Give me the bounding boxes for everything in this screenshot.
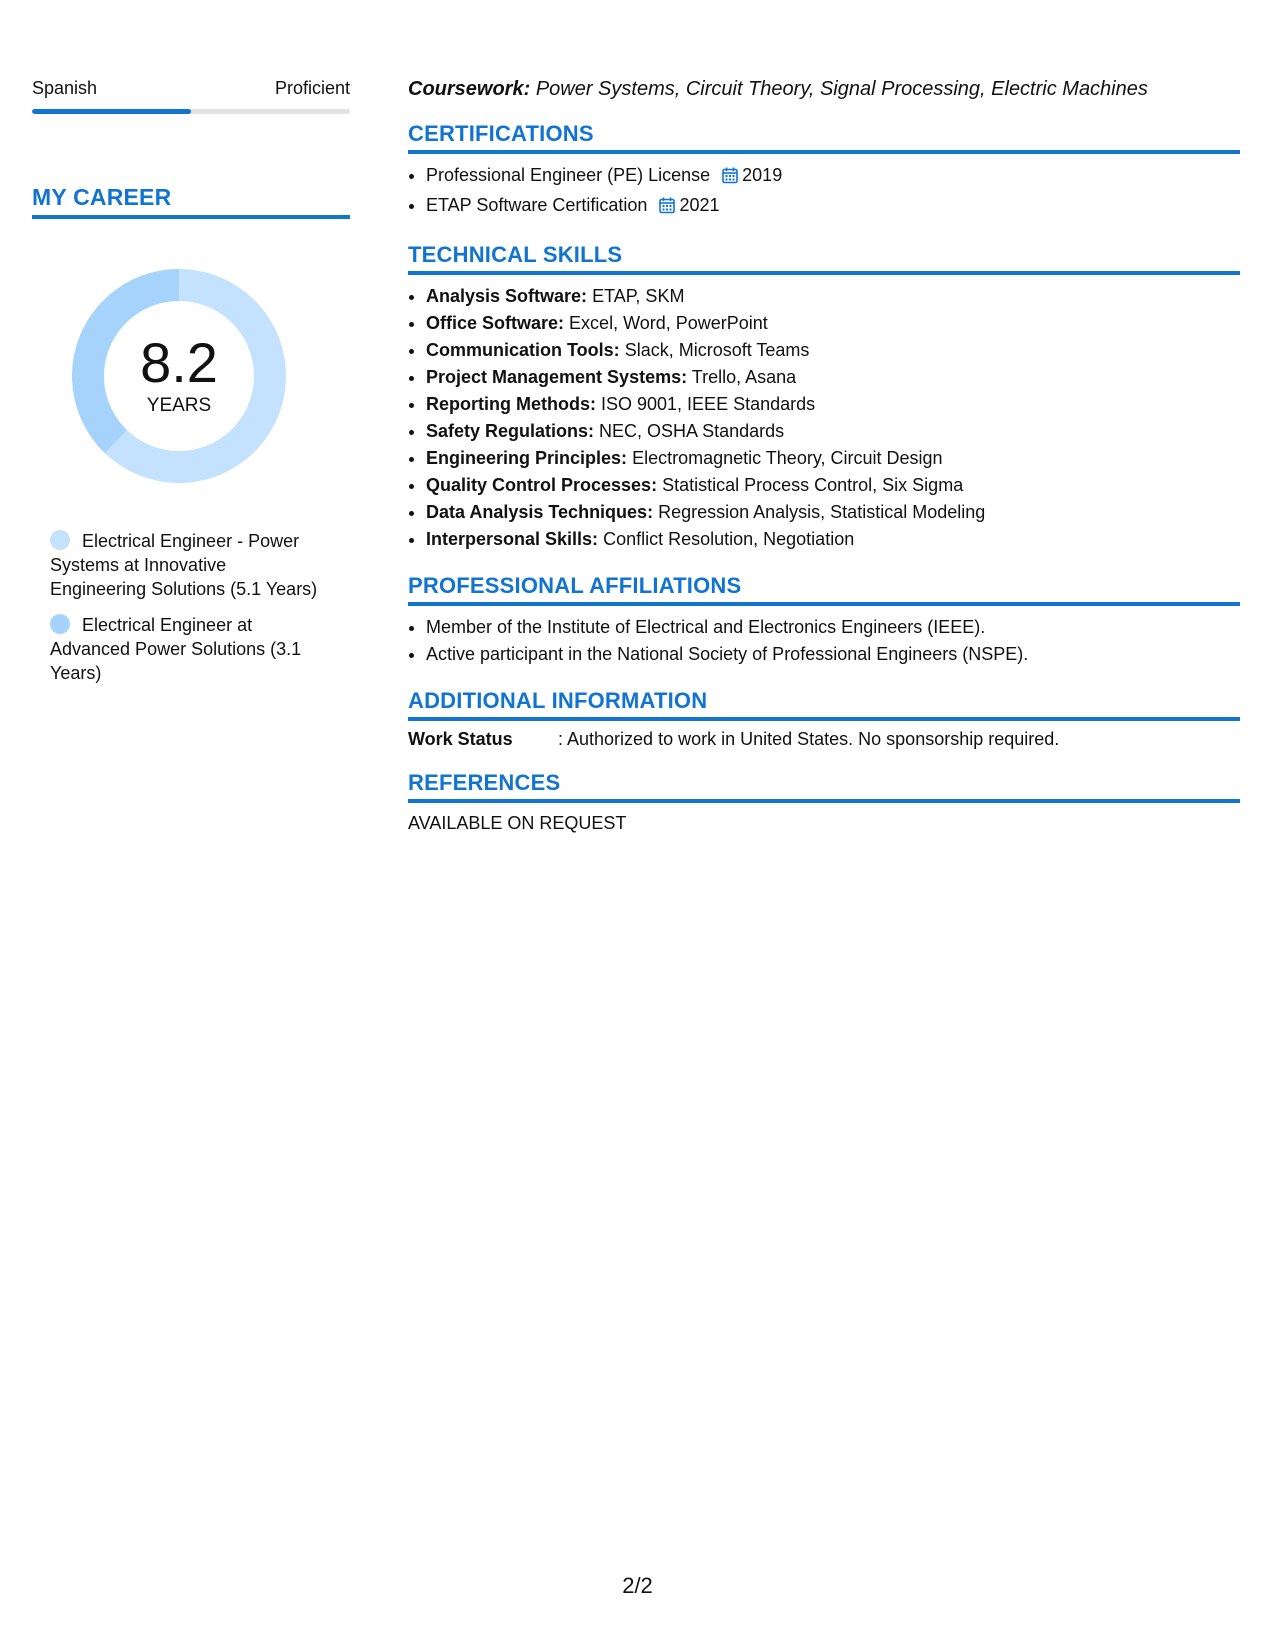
skill-item bbox=[426, 283, 1240, 310]
skill-value: Excel, Word, PowerPoint bbox=[569, 313, 768, 333]
skill-value: Slack, Microsoft Teams bbox=[624, 340, 810, 360]
skill-value: ETAP, SKM bbox=[592, 286, 685, 306]
language-name: Spanish bbox=[32, 78, 98, 98]
skill-value: Electromagnetic Theory, Circuit Design bbox=[632, 448, 943, 468]
coursework-label: Coursework: bbox=[408, 78, 531, 100]
certifications-heading: CERTIFICATIONS bbox=[408, 121, 1240, 154]
skill-item bbox=[426, 391, 1240, 418]
skill-label: Office Software: bbox=[426, 313, 565, 333]
calendar-icon bbox=[722, 165, 738, 192]
technical-skills-list bbox=[408, 283, 1240, 553]
skill-label: Reporting Methods: bbox=[426, 394, 596, 414]
additional-info-section bbox=[408, 688, 1240, 750]
additional-info-heading: ADDITIONAL INFORMATION bbox=[408, 688, 1240, 721]
certification-name: ETAP Software Certification bbox=[426, 195, 648, 215]
career-legend-label: Electrical Engineer at Advanced Power Solutions (3.1 Years) bbox=[50, 615, 302, 683]
certification-name: Professional Engineer (PE) License bbox=[426, 165, 711, 185]
language-row bbox=[32, 78, 350, 99]
skill-label: Analysis Software: bbox=[426, 286, 588, 306]
career-legend-item bbox=[50, 529, 320, 601]
career-years-unit: YEARS bbox=[146, 395, 212, 416]
affiliation-item: • Member of the Institute of Electrical and Electronics Engineers (IEEE). bbox=[426, 614, 1240, 641]
skill-label: Safety Regulations: bbox=[426, 421, 595, 441]
certification-item bbox=[426, 162, 1240, 192]
certifications-list bbox=[408, 162, 1240, 222]
skill-item bbox=[426, 472, 1240, 499]
skill-item bbox=[426, 310, 1240, 337]
affiliation-item: • Active participant in the National Society of Professional Engineers (NSPE). bbox=[426, 641, 1240, 668]
skill-value: ISO 9001, IEEE Standards bbox=[601, 394, 816, 414]
references-section bbox=[408, 770, 1240, 834]
affiliations-section bbox=[408, 573, 1240, 668]
language-progress-bar bbox=[32, 109, 350, 114]
skill-item bbox=[426, 526, 1240, 553]
language-level: Proficient bbox=[274, 78, 350, 98]
references-text: AVAILABLE ON REQUEST bbox=[408, 813, 627, 833]
skill-item bbox=[426, 418, 1240, 445]
legend-dot bbox=[50, 614, 70, 634]
work-status-label: Work Status bbox=[408, 729, 513, 749]
legend-dot bbox=[50, 530, 70, 550]
certification-year: 2019 bbox=[742, 165, 783, 185]
coursework-line bbox=[408, 78, 1240, 101]
calendar-icon bbox=[659, 195, 675, 222]
skill-item bbox=[426, 445, 1240, 472]
donut-center bbox=[64, 261, 294, 491]
language-list bbox=[32, 78, 350, 114]
career-legend-label: Electrical Engineer - Power Systems at Innovative Engineering Solutions (5.1 Years) bbox=[50, 531, 318, 599]
references-heading: REFERENCES bbox=[408, 770, 1240, 803]
career-heading: MY CAREER bbox=[32, 184, 350, 219]
skill-label: Project Management Systems: bbox=[426, 367, 688, 387]
certification-year: 2021 bbox=[679, 195, 720, 215]
language-item bbox=[32, 78, 350, 114]
technical-skills-heading: TECHNICAL SKILLS bbox=[408, 242, 1240, 275]
certifications-section bbox=[408, 121, 1240, 222]
skill-value: Regression Analysis, Statistical Modeling bbox=[658, 502, 986, 522]
skill-value: NEC, OSHA Standards bbox=[599, 421, 785, 441]
career-legend bbox=[32, 529, 320, 685]
work-status-row bbox=[408, 729, 1240, 750]
skill-label: Communication Tools: bbox=[426, 340, 620, 360]
skill-item bbox=[426, 499, 1240, 526]
skill-label: Engineering Principles: bbox=[426, 448, 628, 468]
coursework-text: Power Systems, Circuit Theory, Signal Processing, Electric Machines bbox=[535, 78, 1148, 100]
page-number: 2/2 bbox=[622, 1573, 653, 1598]
affiliations-heading: PROFESSIONAL AFFILIATIONS bbox=[408, 573, 1240, 606]
skill-label: Quality Control Processes: bbox=[426, 475, 658, 495]
work-status-value: : Authorized to work in United States. No sponsorship required. bbox=[558, 729, 1060, 749]
skill-value: Trello, Asana bbox=[691, 367, 797, 387]
career-donut-chart bbox=[64, 261, 294, 491]
skill-label: Data Analysis Techniques: bbox=[426, 502, 654, 522]
left-column bbox=[32, 78, 350, 697]
affiliations-list bbox=[408, 614, 1240, 668]
language-progress-fill bbox=[32, 109, 191, 114]
right-column bbox=[408, 78, 1240, 834]
skill-value: Conflict Resolution, Negotiation bbox=[603, 529, 855, 549]
skill-value: Statistical Process Control, Six Sigma bbox=[662, 475, 964, 495]
certification-item bbox=[426, 192, 1240, 222]
skill-item bbox=[426, 364, 1240, 391]
career-total-years: 8.2 bbox=[140, 331, 218, 394]
skill-item bbox=[426, 337, 1240, 364]
skill-label: Interpersonal Skills: bbox=[426, 529, 599, 549]
career-legend-item bbox=[50, 613, 320, 685]
technical-skills-section bbox=[408, 242, 1240, 553]
